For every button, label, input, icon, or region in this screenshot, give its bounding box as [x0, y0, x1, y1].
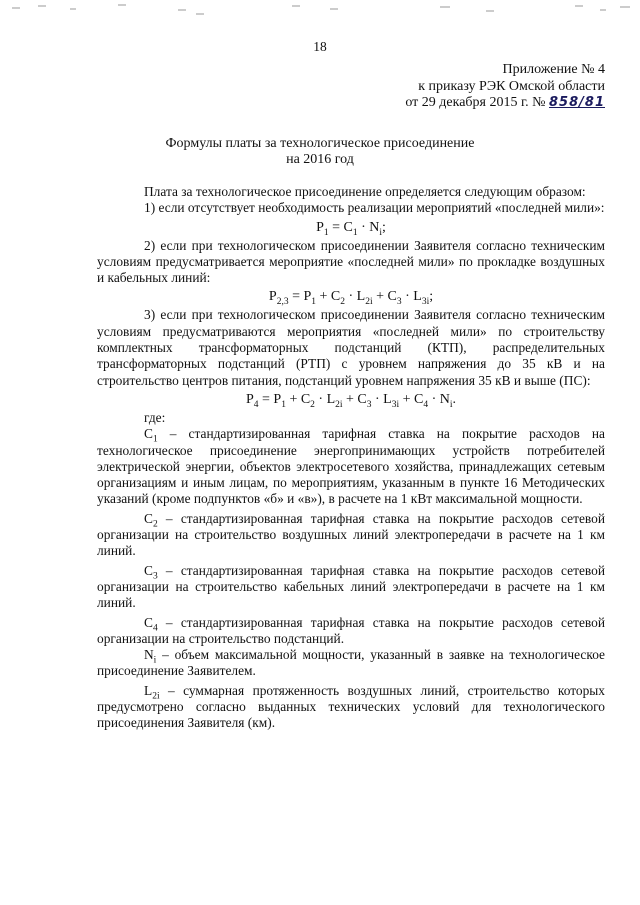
- document-title: [0, 136, 640, 168]
- appendix-header: [405, 62, 605, 112]
- formula-p4: [97, 391, 605, 408]
- definition-ni: $N_i$ – объем максимальной мощности, указанный в заявке на технологическое присоединение Заявителем.: [97, 647, 605, 679]
- definition-c3: $C_3$ – стандартизированная тарифная ставка на покрытие расходов сетевой организации на строительство кабельных линий электропередачи в расчете на 1 км линий.: [97, 562, 605, 611]
- document-title-line-2: на 2016 год: [286, 152, 354, 167]
- formula-p1: [97, 219, 605, 236]
- document-body: [97, 184, 605, 732]
- document-title-line-1: Формулы платы за технологическое присоединение: [165, 136, 475, 151]
- appendix-order-ref: к приказу РЭК Омской области: [418, 78, 605, 94]
- formula-p4-text: $P_4 = P_1 + C_2 \cdot L_{2i} + C_3 \cdot L_{3i} + C_4 \cdot N_i$.: [245, 391, 457, 410]
- definition-l2i: $L_{2i}$ – суммарная протяженность воздушных линий, строительство которых предусмотрено согласно выданных технических условий для технологического присоединения Заявителя (км).: [97, 682, 605, 731]
- page-number: 18: [313, 39, 327, 54]
- definition-c4: $C_4$ – стандартизированная тарифная ставка на покрытие расходов сетевой организации на строительство подстанций.: [97, 614, 605, 646]
- definition-c2: $C_2$ – стандартизированная тарифная ставка на покрытие расходов сетевой организации на строительство воздушных линий электропередачи в расчете на 1 км линий.: [97, 510, 605, 559]
- appendix-title: Приложение № 4: [502, 62, 605, 77]
- scan-noise-marks: [0, 0, 640, 20]
- where-label: где:: [144, 409, 166, 425]
- formula-p1-text: $P_1 = C_1 \cdot N_i$;: [316, 219, 386, 238]
- case-2-paragraph: 2) если при технологическом присоединении Заявителя согласно техническим условиям предусматривается мероприятие «последней мили» по прокладке воздушных и кабельных линий:: [97, 237, 605, 286]
- appendix-order-date: [405, 95, 605, 112]
- case-1-paragraph: 1) если отсутствует необходимость реализации мероприятий «последней мили»:: [144, 200, 605, 216]
- formula-p23: [97, 288, 605, 308]
- definition-c1: $C_1$ – стандартизированная тарифная ставка на покрытие расходов на технологическое присоединение энергопринимающих устройств потребителей электрической энергии, объектов электросетевого хозяйства, принадлежащих сетевым организациям и иным лицам, по мероприятиям, указанным в пункте 16 Методических указаний (кроме подпунктов «б» и «в»), в расчете на 1 кВт максимальной мощности.: [97, 426, 605, 507]
- case-3-paragraph: 3) если при технологическом присоединении Заявителя согласно техническим условиям предусматриваются мероприятия «последней мили» по строительству комплектных трансформаторных подстанций (КТП), распределительных трансформаторных подстанций (РТП) с уровнем напряжения до 35 кВ и на строительство центров питания, подстанций уровнем напряжения 35 кВ и выше (ПС):: [97, 307, 605, 388]
- formula-p23-text: $P_{2,3} = P_1 + C_2 \cdot L_{2i} + C_3 \cdot L_{3i}$;: [268, 289, 434, 308]
- intro-paragraph: Плата за технологическое присоединение определяется следующим образом:: [144, 184, 586, 199]
- handwritten-order-number: 858/81: [549, 95, 605, 110]
- appendix-date-text: от 29 декабря 2015 г. №: [405, 95, 550, 110]
